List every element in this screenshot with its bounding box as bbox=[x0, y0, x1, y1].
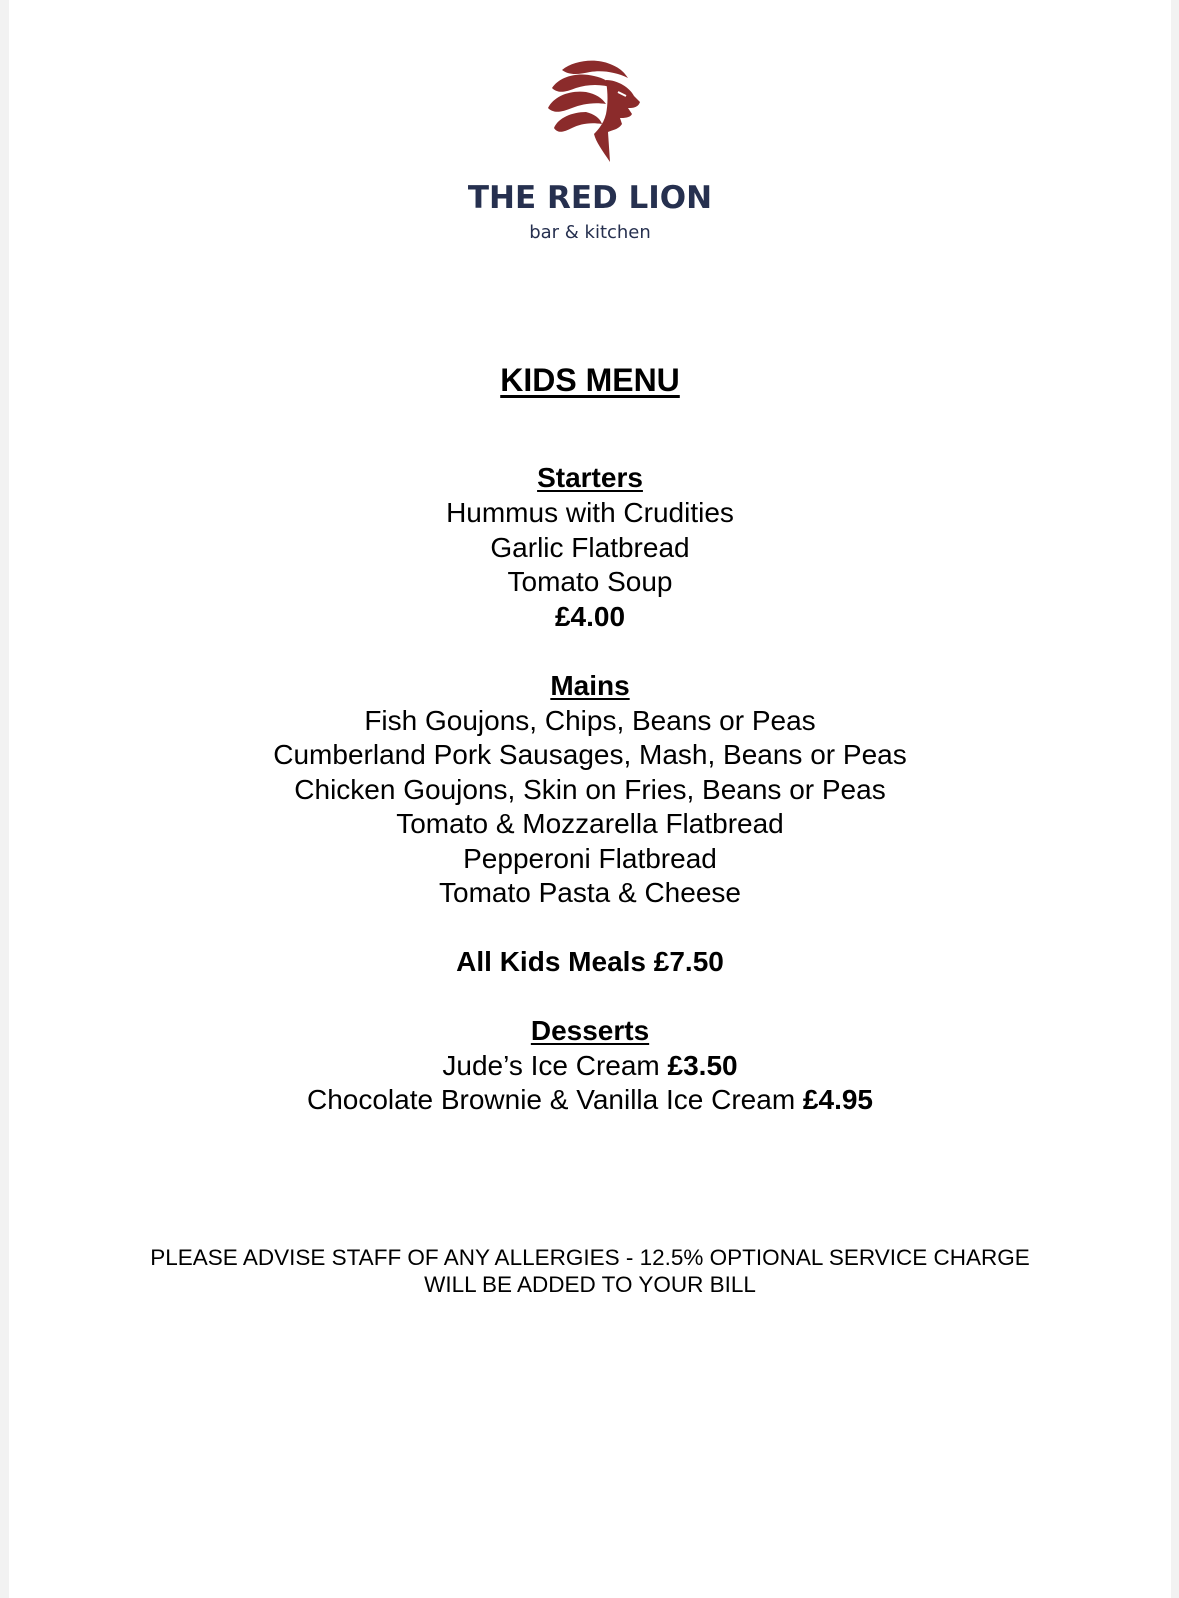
main-item: Pepperoni Flatbread bbox=[463, 843, 717, 874]
dessert-price: £3.50 bbox=[667, 1050, 738, 1081]
dessert-name: Jude’s Ice Cream bbox=[442, 1050, 660, 1081]
main-item: Chicken Goujons, Skin on Fries, Beans or Peas bbox=[294, 774, 886, 805]
lion-head-icon bbox=[544, 58, 644, 162]
brand-subtitle: bar & kitchen bbox=[529, 222, 651, 243]
menu-title: KIDS MENU bbox=[500, 362, 680, 398]
menu-page bbox=[9, 0, 1171, 1598]
dessert-name: Chocolate Brownie & Vanilla Ice Cream bbox=[306, 1084, 796, 1115]
main-item: Tomato & Mozzarella Flatbread bbox=[396, 808, 784, 839]
starter-item: Hummus with Crudities bbox=[446, 497, 734, 528]
main-item: Cumberland Pork Sausages, Mash, Beans or Peas bbox=[273, 739, 907, 770]
starters-price: £4.00 bbox=[554, 601, 626, 632]
dessert-item bbox=[9, 1050, 1171, 1082]
desserts-heading: Desserts bbox=[530, 1015, 650, 1046]
starter-item: Tomato Soup bbox=[507, 566, 673, 597]
starter-item: Garlic Flatbread bbox=[490, 532, 690, 563]
dessert-item bbox=[9, 1084, 1171, 1116]
all-kids-meals-price: All Kids Meals £7.50 bbox=[456, 946, 724, 977]
brand-name: THE RED LION bbox=[467, 180, 713, 216]
allergy-notice-line-1: PLEASE ADVISE STAFF OF ANY ALLERGIES - 12.5% OPTIONAL SERVICE CHARGE bbox=[150, 1245, 1030, 1270]
allergy-notice-line-2: WILL BE ADDED TO YOUR BILL bbox=[424, 1272, 756, 1297]
main-item: Fish Goujons, Chips, Beans or Peas bbox=[364, 705, 816, 736]
dessert-price: £4.95 bbox=[802, 1084, 873, 1115]
main-item: Tomato Pasta & Cheese bbox=[439, 877, 741, 908]
starters-heading: Starters bbox=[537, 462, 643, 493]
mains-heading: Mains bbox=[550, 670, 630, 701]
